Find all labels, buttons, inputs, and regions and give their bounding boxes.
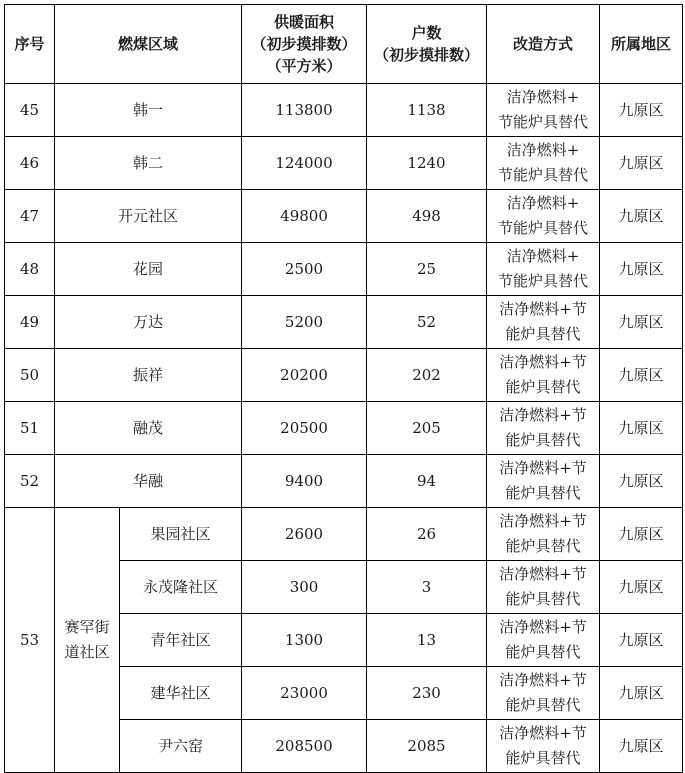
group-name-cell xyxy=(55,508,120,773)
method-line: 洁净燃料+ xyxy=(506,194,580,212)
group-name-line: 道社区 xyxy=(64,643,110,661)
heating-cell: 113800 xyxy=(242,84,367,137)
seq-cell: 53 xyxy=(5,508,55,773)
households-cell: 3 xyxy=(367,561,487,614)
area-cell: 花园 xyxy=(55,243,242,296)
area-cell: 融茂 xyxy=(55,402,242,455)
households-cell: 13 xyxy=(367,614,487,667)
method-cell xyxy=(487,561,600,614)
heating-cell: 20200 xyxy=(242,349,367,402)
table-row xyxy=(5,402,683,455)
method-line: 洁净燃料+节 xyxy=(499,512,587,530)
households-cell: 1240 xyxy=(367,137,487,190)
area-cell: 韩二 xyxy=(55,137,242,190)
households-cell: 205 xyxy=(367,402,487,455)
households-cell: 1138 xyxy=(367,84,487,137)
method-cell xyxy=(487,137,600,190)
heating-cell: 124000 xyxy=(242,137,367,190)
method-line: 能炉具替代 xyxy=(505,590,581,608)
method-line: 能炉具替代 xyxy=(505,431,581,449)
method-line: 能炉具替代 xyxy=(505,749,581,767)
header-heating-line-3: （平方米） xyxy=(266,57,342,75)
method-line: 节能炉具替代 xyxy=(498,219,589,237)
method-cell xyxy=(487,243,600,296)
heating-retrofit-table xyxy=(4,4,683,773)
area-cell: 开元社区 xyxy=(55,190,242,243)
district-cell: 九原区 xyxy=(600,402,683,455)
seq-cell: 51 xyxy=(5,402,55,455)
method-cell xyxy=(487,349,600,402)
method-line: 能炉具替代 xyxy=(505,378,581,396)
district-cell: 九原区 xyxy=(600,455,683,508)
area-cell: 万达 xyxy=(55,296,242,349)
heating-cell: 20500 xyxy=(242,402,367,455)
households-cell: 2085 xyxy=(367,720,487,773)
households-cell: 26 xyxy=(367,508,487,561)
district-cell: 九原区 xyxy=(600,720,683,773)
table-body xyxy=(5,84,683,773)
table-row xyxy=(5,296,683,349)
method-line: 能炉具替代 xyxy=(505,643,581,661)
table-row xyxy=(5,137,683,190)
area-cell: 尹六窑 xyxy=(120,720,242,773)
area-cell: 青年社区 xyxy=(120,614,242,667)
table-row xyxy=(5,84,683,137)
method-line: 能炉具替代 xyxy=(505,696,581,714)
households-cell: 94 xyxy=(367,455,487,508)
method-cell xyxy=(487,402,600,455)
table-row xyxy=(5,508,683,561)
header-households-line-2: （初步摸排数） xyxy=(374,46,480,64)
district-cell: 九原区 xyxy=(600,508,683,561)
group-name-line: 赛罕街 xyxy=(64,618,110,636)
method-line: 能炉具替代 xyxy=(505,537,581,555)
method-line: 节能炉具替代 xyxy=(498,272,589,290)
area-cell: 华融 xyxy=(55,455,242,508)
heating-cell: 208500 xyxy=(242,720,367,773)
table-row xyxy=(5,455,683,508)
households-cell: 498 xyxy=(367,190,487,243)
header-area: 燃煤区域 xyxy=(55,5,242,84)
method-line: 洁净燃料+节 xyxy=(499,724,587,742)
heating-cell: 9400 xyxy=(242,455,367,508)
district-cell: 九原区 xyxy=(600,561,683,614)
district-cell: 九原区 xyxy=(600,667,683,720)
seq-cell: 50 xyxy=(5,349,55,402)
table-row xyxy=(5,190,683,243)
method-line: 洁净燃料+节 xyxy=(499,459,587,477)
header-district: 所属地区 xyxy=(600,5,683,84)
method-cell xyxy=(487,508,600,561)
district-cell: 九原区 xyxy=(600,243,683,296)
district-cell: 九原区 xyxy=(600,84,683,137)
seq-cell: 48 xyxy=(5,243,55,296)
header-method: 改造方式 xyxy=(487,5,600,84)
method-line: 洁净燃料+节 xyxy=(499,406,587,424)
method-cell xyxy=(487,296,600,349)
heating-cell: 5200 xyxy=(242,296,367,349)
header-heating xyxy=(242,5,367,84)
seq-cell: 46 xyxy=(5,137,55,190)
area-cell: 果园社区 xyxy=(120,508,242,561)
seq-cell: 49 xyxy=(5,296,55,349)
method-cell xyxy=(487,614,600,667)
area-cell: 永茂隆社区 xyxy=(120,561,242,614)
households-cell: 202 xyxy=(367,349,487,402)
header-households-line-1: 户数 xyxy=(411,24,442,42)
method-line: 洁净燃料+节 xyxy=(499,618,587,636)
district-cell: 九原区 xyxy=(600,614,683,667)
district-cell: 九原区 xyxy=(600,190,683,243)
area-cell: 建华社区 xyxy=(120,667,242,720)
heating-cell: 23000 xyxy=(242,667,367,720)
district-cell: 九原区 xyxy=(600,137,683,190)
method-cell xyxy=(487,455,600,508)
method-line: 能炉具替代 xyxy=(505,325,581,343)
heating-cell: 2600 xyxy=(242,508,367,561)
heating-cell: 49800 xyxy=(242,190,367,243)
district-cell: 九原区 xyxy=(600,296,683,349)
households-cell: 25 xyxy=(367,243,487,296)
method-line: 洁净燃料+节 xyxy=(499,565,587,583)
seq-cell: 47 xyxy=(5,190,55,243)
area-cell: 振祥 xyxy=(55,349,242,402)
table-row xyxy=(5,349,683,402)
method-cell xyxy=(487,667,600,720)
method-cell xyxy=(487,720,600,773)
seq-cell: 45 xyxy=(5,84,55,137)
method-line: 洁净燃料+节 xyxy=(499,353,587,371)
header-heating-line-2: （初步摸排数） xyxy=(251,35,357,53)
table-row xyxy=(5,243,683,296)
method-line: 洁净燃料+ xyxy=(506,88,580,106)
method-line: 能炉具替代 xyxy=(505,484,581,502)
header-row xyxy=(5,5,683,84)
households-cell: 230 xyxy=(367,667,487,720)
method-cell xyxy=(487,84,600,137)
heating-cell: 2500 xyxy=(242,243,367,296)
households-cell: 52 xyxy=(367,296,487,349)
method-line: 洁净燃料+节 xyxy=(499,300,587,318)
header-households xyxy=(367,5,487,84)
method-line: 节能炉具替代 xyxy=(498,166,589,184)
area-cell: 韩一 xyxy=(55,84,242,137)
method-line: 洁净燃料+ xyxy=(506,247,580,265)
heating-cell: 1300 xyxy=(242,614,367,667)
seq-cell: 52 xyxy=(5,455,55,508)
method-line: 洁净燃料+节 xyxy=(499,671,587,689)
header-seq: 序号 xyxy=(5,5,55,84)
method-line: 洁净燃料+ xyxy=(506,141,580,159)
method-line: 节能炉具替代 xyxy=(498,113,589,131)
district-cell: 九原区 xyxy=(600,349,683,402)
header-heating-line-1: 供暖面积 xyxy=(274,13,335,31)
method-cell xyxy=(487,190,600,243)
heating-cell: 300 xyxy=(242,561,367,614)
